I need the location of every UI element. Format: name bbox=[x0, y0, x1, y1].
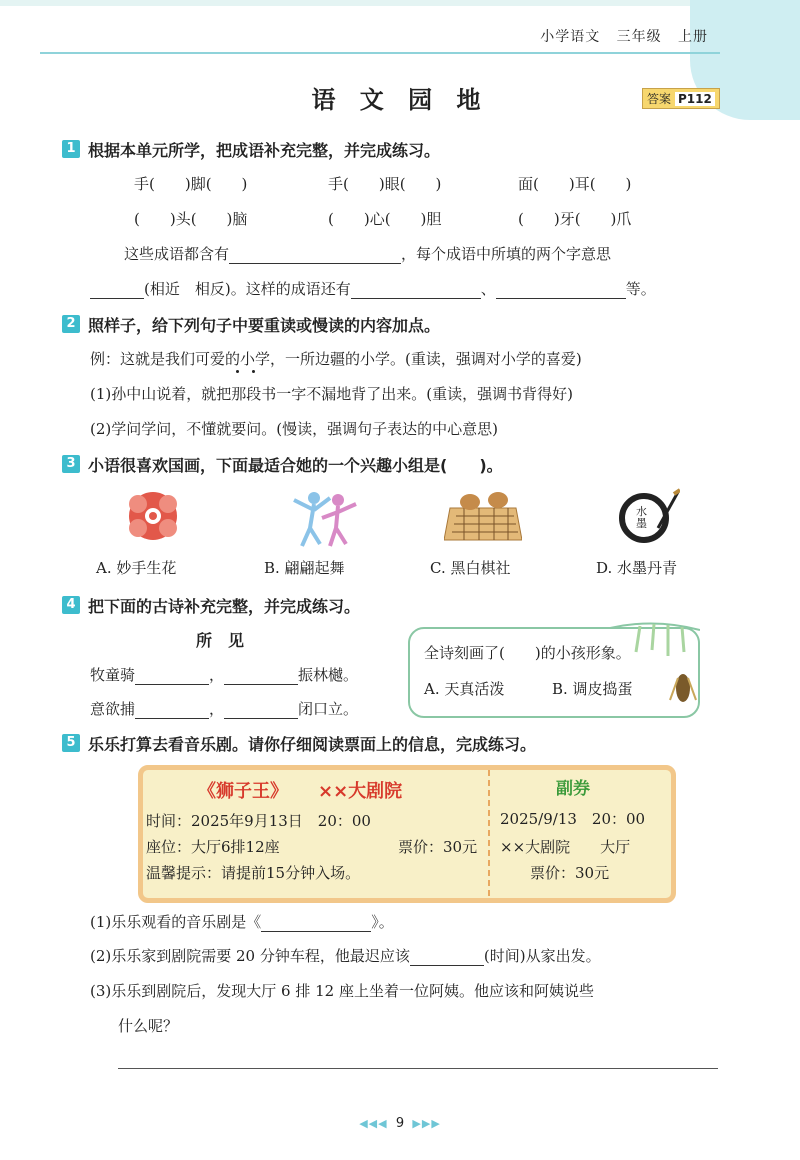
emphasis-dot bbox=[252, 370, 255, 373]
q1-line1 bbox=[124, 243, 611, 264]
ticket-show-name: 《狮子王》 bbox=[198, 781, 288, 802]
question-1-text: 根据本单元所学，把成语补充完整，并完成练习。 bbox=[88, 141, 441, 160]
top-strip bbox=[0, 0, 800, 6]
q5-sub-2-start: (2)乐乐家到剧院需要 20 分钟车程，他最迟应该 bbox=[90, 947, 410, 965]
option-b[interactable]: B. 翩翩起舞 bbox=[264, 559, 345, 577]
header-grade: 三年级 bbox=[616, 29, 662, 45]
poem-comma: ， bbox=[209, 666, 225, 684]
poem-line-1-start: 牧童骑 bbox=[90, 666, 136, 684]
poem-box-option-b[interactable]: B. 调皮捣蛋 bbox=[552, 680, 633, 698]
poem-line-1 bbox=[90, 664, 358, 685]
option-c[interactable]: C. 黑白棋社 bbox=[430, 559, 511, 577]
q2-example: 例：这就是我们可爱的小学，一所边疆的小学。(重读，强调对小学的喜爱) bbox=[90, 350, 582, 368]
ticket-time: 时间：2025年9月13日 20：00 bbox=[146, 812, 371, 830]
question-number-3: 3 bbox=[62, 455, 80, 473]
q2-sentence-1: (1)孙中山说着，就把那段书一字不漏地背了出来。(重读，强调书背得好) bbox=[90, 385, 573, 403]
answer-blank[interactable] bbox=[410, 947, 484, 966]
question-number-5: 5 bbox=[62, 734, 80, 752]
emphasis-dot bbox=[236, 370, 239, 373]
poem-title: 所 见 bbox=[196, 631, 245, 650]
page-title: 语 文 园 地 bbox=[311, 86, 489, 114]
ticket-price: 票价：30元 bbox=[398, 838, 478, 856]
stub-venue: ××大剧院 大厅 bbox=[500, 838, 631, 856]
idiom-2: 手( )眼( ) bbox=[328, 175, 442, 193]
ticket-venue: ××大剧院 bbox=[318, 781, 403, 802]
poem-line-1-end: 振林樾。 bbox=[298, 666, 359, 684]
question-4-text: 把下面的古诗补充完整，并完成练习。 bbox=[88, 597, 361, 616]
answer-line[interactable] bbox=[118, 1068, 718, 1069]
option-a[interactable]: A. 妙手生花 bbox=[96, 559, 177, 577]
poem-line-2 bbox=[90, 698, 358, 719]
q1-line2 bbox=[90, 278, 656, 299]
q1-line1-end: ，每个成语中所填的两个字意思 bbox=[401, 245, 612, 263]
left-arrows-icon: ◀◀◀ bbox=[359, 1117, 388, 1130]
q5-sub-3-cont: 什么呢？ bbox=[118, 1017, 179, 1035]
poem-line-2-end: 闭口立。 bbox=[298, 700, 359, 718]
idiom-5: ( )心( )胆 bbox=[328, 210, 442, 228]
stub-price: 票价：30元 bbox=[530, 864, 610, 882]
page-number: 9 bbox=[395, 1116, 405, 1131]
answer-label: 答案 bbox=[647, 92, 672, 106]
poem-comma: ， bbox=[209, 700, 225, 718]
idiom-3: 面( )耳( ) bbox=[518, 175, 632, 193]
question-3-text: 小语很喜欢国画，下面最适合她的一个兴趣小组是( )。 bbox=[88, 456, 503, 475]
q5-sub-2 bbox=[90, 945, 601, 966]
answer-blank[interactable] bbox=[496, 280, 626, 299]
stub-title: 副券 bbox=[556, 779, 590, 799]
ticket-perforation bbox=[488, 770, 490, 896]
question-number-4: 4 bbox=[62, 596, 80, 614]
q1-line2-sep: 、 bbox=[480, 280, 496, 298]
page-footer bbox=[0, 1116, 800, 1131]
paper-cut-flower-image bbox=[118, 486, 188, 546]
q5-sub-1 bbox=[90, 911, 394, 932]
right-arrows-icon: ▶▶▶ bbox=[412, 1117, 441, 1130]
poem-box-option-a[interactable]: A. 天真活泼 bbox=[424, 680, 505, 698]
ticket-seat: 座位：大厅6排12座 bbox=[146, 838, 280, 856]
header-divider bbox=[40, 52, 720, 54]
q1-line2-end: 等。 bbox=[625, 280, 656, 298]
question-number-1: 1 bbox=[62, 140, 80, 158]
answer-blank[interactable] bbox=[135, 700, 209, 719]
q1-line1-start: 这些成语都含有 bbox=[124, 245, 230, 263]
poem-line-2-start: 意欲捕 bbox=[90, 700, 136, 718]
go-board-image bbox=[444, 488, 522, 546]
q5-sub-3: (3)乐乐到剧院后，发现大厅 6 排 12 座上坐着一位阿姨。他应该和阿姨说些 bbox=[90, 982, 594, 1000]
idiom-4: ( )头( )脑 bbox=[134, 210, 248, 228]
q5-sub-2-end: (时间)从家出发。 bbox=[483, 947, 601, 965]
answer-blank[interactable] bbox=[224, 666, 298, 685]
page-header bbox=[540, 26, 708, 46]
cicada-decoration bbox=[668, 668, 698, 708]
answer-blank[interactable] bbox=[229, 245, 401, 264]
idiom-1: 手( )脚( ) bbox=[134, 175, 248, 193]
answer-blank[interactable] bbox=[261, 913, 371, 932]
option-d[interactable]: D. 水墨丹青 bbox=[596, 559, 678, 577]
q1-line2-start: (相近 相反)。这样的成语还有 bbox=[144, 280, 351, 298]
answer-tag[interactable] bbox=[642, 88, 720, 109]
stub-time: 2025/9/13 20：00 bbox=[500, 810, 646, 828]
ink-label: 水墨 bbox=[636, 505, 647, 530]
header-volume: 上册 bbox=[678, 29, 708, 45]
idiom-6: ( )牙( )爪 bbox=[518, 210, 632, 228]
ticket-tip: 温馨提示：请提前15分钟入场。 bbox=[146, 864, 361, 882]
q5-sub-1-start: (1)乐乐观看的音乐剧是《 bbox=[90, 913, 262, 931]
question-number-2: 2 bbox=[62, 315, 80, 333]
ink-wash-image bbox=[618, 488, 680, 546]
answer-blank[interactable] bbox=[135, 666, 209, 685]
answer-page: P112 bbox=[675, 92, 715, 106]
dancers-image bbox=[280, 484, 370, 550]
answer-blank[interactable] bbox=[351, 280, 481, 299]
answer-blank[interactable] bbox=[90, 280, 144, 299]
poem-box-question: 全诗刻画了( )的小孩形象。 bbox=[424, 644, 631, 662]
question-5-text: 乐乐打算去看音乐剧。请你仔细阅读票面上的信息，完成练习。 bbox=[88, 735, 537, 754]
q5-sub-1-end: 》。 bbox=[371, 913, 394, 931]
header-subject: 小学语文 bbox=[540, 29, 601, 45]
answer-blank[interactable] bbox=[224, 700, 298, 719]
question-2-text: 照样子，给下列句子中要重读或慢读的内容加点。 bbox=[88, 316, 441, 335]
q2-sentence-2: (2)学问学问，不懂就要问。(慢读，强调句子表达的中心意思) bbox=[90, 420, 498, 438]
